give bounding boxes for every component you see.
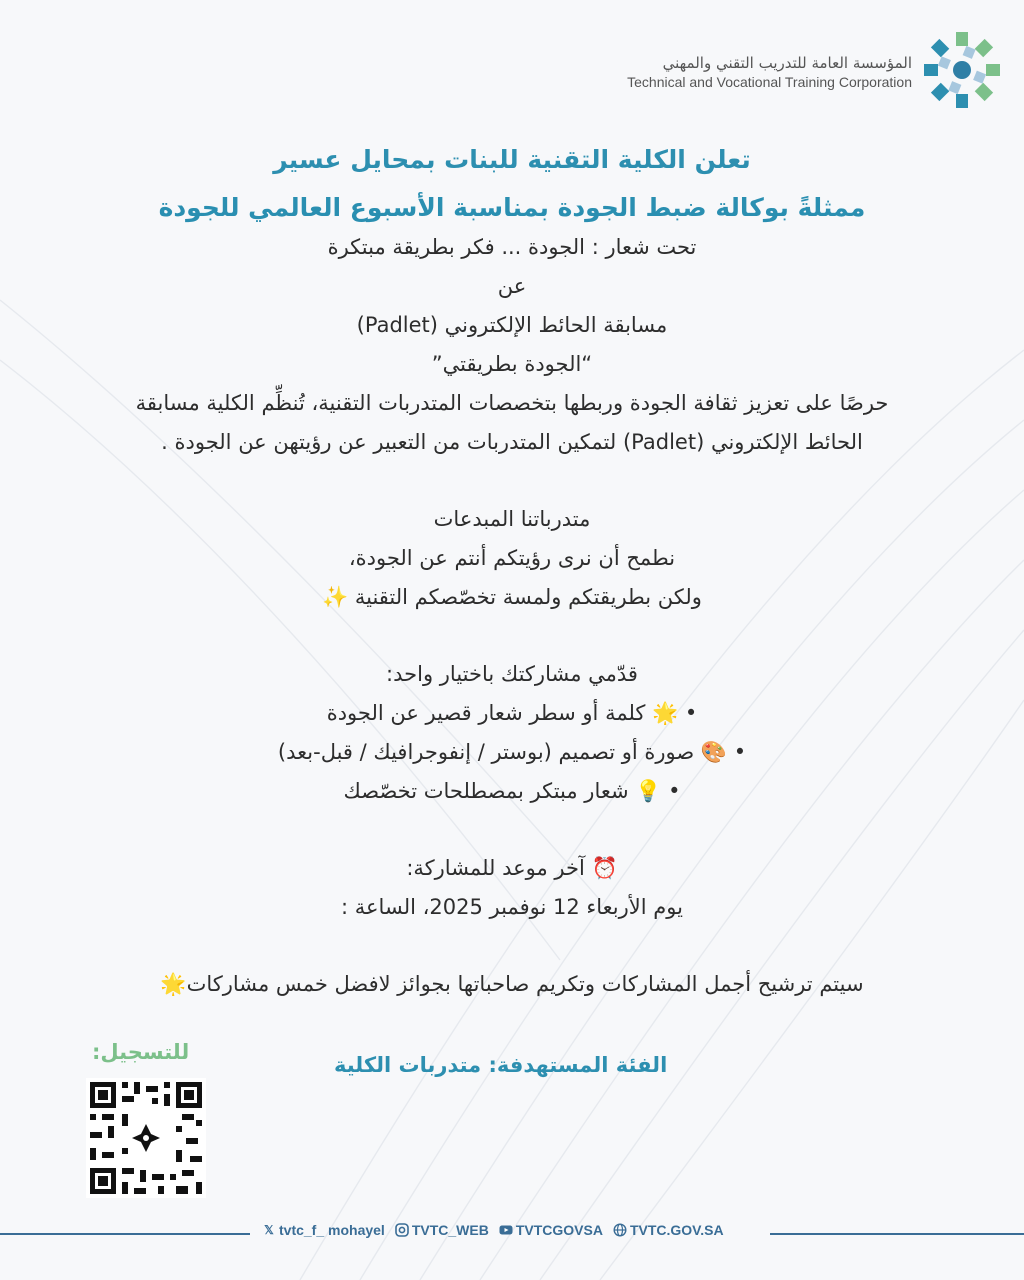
footer-divider-right — [770, 1233, 1024, 1235]
prize-line: سيتم ترشيح أجمل المشاركات وتكريم صاحباتها بجوائز لافضل خمس مشاركات🌟 — [160, 972, 864, 996]
spacer — [40, 617, 984, 655]
instagram-icon — [395, 1223, 409, 1237]
deadline-heading: ⏰ آخر موعد للمشاركة: — [406, 856, 618, 880]
options-heading: قدّمي مشاركتك باختيار واحد: — [386, 662, 638, 686]
footer-social-links — [262, 1222, 724, 1238]
target-audience: الفئة المستهدفة: متدربات الكلية — [334, 1053, 668, 1077]
option-item: • 💡 شعار مبتكر بمصطلحات تخصّصك — [343, 779, 681, 803]
spacer — [40, 462, 984, 500]
invitation-line-1: نطمح أن نرى رؤيتكم أنتم عن الجودة، — [348, 546, 676, 570]
x-link[interactable] — [262, 1222, 385, 1238]
org-name-en: Technical and Vocational Training Corporation — [627, 74, 912, 90]
instagram-handle: TVTC_WEB — [411, 1222, 489, 1238]
invitation-greeting: متدرباتنا المبدعات — [433, 507, 591, 531]
youtube-icon — [499, 1223, 513, 1237]
footer-divider-left — [0, 1233, 250, 1235]
tvtc-star-logo-icon — [920, 26, 1004, 118]
org-logo-block — [627, 26, 1004, 118]
option-item: • 🎨 صورة أو تصميم (بوستر / إنفوجرافيك / قبل-بعد) — [277, 740, 747, 764]
spacer — [40, 927, 984, 965]
x-handle: tvtc_f_ mohayel — [279, 1222, 385, 1238]
org-name — [627, 54, 912, 90]
instagram-link[interactable] — [395, 1222, 489, 1238]
youtube-handle: TVTCGOVSA — [515, 1222, 603, 1238]
competition-name: مسابقة الحائط الإلكتروني (Padlet) — [356, 313, 668, 337]
about-word: عن — [497, 274, 527, 298]
deadline-date: يوم الأربعاء 12 نوفمبر 2025، الساعة : — [341, 895, 683, 919]
intro-line-2: الحائط الإلكتروني (Padlet) لتمكين المتدربات من التعبير عن رؤيتهن عن الجودة . — [161, 430, 863, 454]
headline-college: تعلن الكلية التقنية للبنات بمحايل عسير — [273, 145, 751, 174]
spacer — [40, 811, 984, 849]
website-link[interactable] — [613, 1222, 724, 1238]
competition-title: “الجودة بطريقتي” — [431, 352, 593, 376]
org-name-ar: المؤسسة العامة للتدريب التقني والمهني — [662, 54, 912, 72]
option-item: • 🌟 كلمة أو سطر شعار قصير عن الجودة — [326, 701, 698, 725]
headline-quality-week: ممثلةً بوكالة ضبط الجودة بمناسبة الأسبوع العالمي للجودة — [158, 193, 866, 222]
globe-icon — [613, 1223, 627, 1237]
slogan-line: تحت شعار : الجودة ... فكر بطريقة مبتكرة — [327, 235, 697, 259]
youtube-link[interactable] — [499, 1222, 603, 1238]
invitation-line-2: ولكن بطريقتكم ولمسة تخصّصكم التقنية ✨ — [322, 585, 702, 609]
website-url: TVTC.GOV.SA — [629, 1222, 724, 1238]
announcement-body — [40, 140, 984, 1004]
intro-line-1: حرصًا على تعزيز ثقافة الجودة وربطها بتخصصات المتدربات التقنية، تُنظِّم الكلية مسابقة — [135, 391, 889, 415]
register-label: للتسجيل: — [92, 1040, 190, 1064]
x-icon: 𝕏 — [264, 1223, 274, 1237]
registration-qr-code[interactable] — [86, 1078, 206, 1198]
